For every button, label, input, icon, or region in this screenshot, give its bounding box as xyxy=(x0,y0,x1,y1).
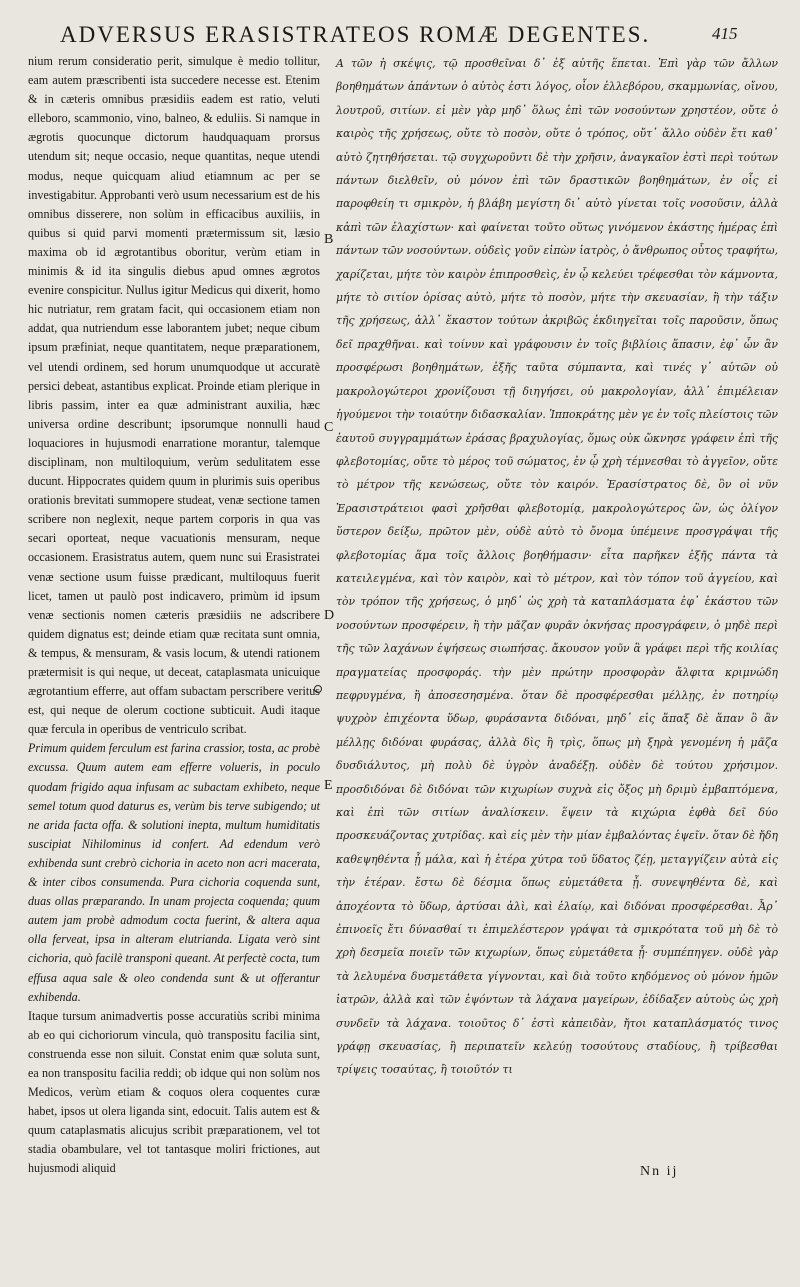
margin-letter-d: D xyxy=(324,608,335,623)
latin-column xyxy=(28,52,320,1179)
margin-ornament-icon xyxy=(314,685,322,693)
signature-mark: Nn ij xyxy=(640,1164,679,1179)
margin-letter-b: B xyxy=(324,232,334,247)
margin-letter-c: C xyxy=(324,420,334,435)
greek-body-text: Α τῶν ἡ σκέψις, τῷ προσθεῖναι δ᾽ ἐξ αὐτῆς ἕπεται. Ἐπὶ γὰρ τῶν ἄλλων βοηθημάτων ἁπάντων ὁ αὐτὸς ἐστι λόγος, οἷον ἐλλεβόρου, σκαμμωνίας, οἴνου, λουτροῦ, σιτίων. εἰ μὲν γὰρ μηδ᾽ ὅλως ἐπὶ τῶν νοσούντων χρηστέον, οὔτε ὁ καιρὸς τῆς χρήσεως, οὔτε τὸ ποσὸν, οὔτε ὁ τρόπος, οὔτ᾽ ἄλλο οὐδὲν ἔτι καθ᾽ αὑτὸ ζητηθήσεται. τῷ συγχωροῦντι δὲ τὴν χρῆσιν, ἀναγκαῖον ἐστὶ περὶ τούτων πάντων διελθεῖν, οὐ μόνον ἐπὶ τῶν δραστικῶν βοηθημάτων, ἐν οἷς εἰ παροφθείη τι σμικρὸν, ἡ βλάβη μεγίστη δι᾽ αὐτὸ γίνεται τοῖς νοσοῦσιν, ἀλλὰ κἀπὶ τῶν ἐλαχίστων· καὶ φαίνεται τοῦτο οὕτως γινόμενον ἑκάστης ἡμέρας ἐπὶ πάντων τῶν νοσούντων. οὐδεὶς γοῦν εἰπὼν ἰατρὸς, ὁ ἄνθρωπος οὗτος τραφήτω, χαρίζεται, μήτε τὸν καιρὸν ἐπιπροσθεὶς, ἐν ᾧ κελεύει τρέφεσθαι τὸν κάμνοντα, μήτε τὸ σιτίον ὁρίσας αὐτὸ, μήτε τὸ ποσὸν, μήτε τὴν σκευασίαν, ἢ τὴν τάξιν τῆς χρήσεως, ἀλλ᾽ ἕκαστον τούτων ἀκριβῶς ἐκδιηγεῖται τοῖς παροῦσιν, ὅπως δεῖ πραχθῆναι. καὶ τοίνυν καὶ γράφουσιν ἐν τοῖς βιβλίοις ἅπασιν, ἐφ᾽ ὧν ἂν προσφέρωσι βοηθημάτων, ἐξῆς ταῦτα σύμπαντα, καὶ τινές γ᾽ αὐτῶν οὐ μακρολογώτεροι χρονίζουσι τῇ διηγήσει, οὐ μακρολογίαν, ἀλλ᾽ ἐπιμέλειαν ἡγούμενοι τὴν τοιαύτην διδασκαλίαν. Ἱπποκράτης μὲν γε ἐν τοῖς πλείστοις τῶν ἑαυτοῦ συγγραμμάτων ἐράσας βραχυλογίας, ὅμως οὐκ ὤκνησε γράφειν ἐπὶ τῆς φλεβοτομίας, οὔτε τὸ μέρος τοῦ σώματος, ἐν ᾧ χρὴ τέμνεσθαι τὸ ἀγγεῖον, οὔτε τὸ μέτρον τῆς κενώσεως, οὔτε τὸν καιρόν. Ἐρασίστρατος δὲ, ὃν οἱ νῦν Ἐρασιστράτειοι φασὶ χρῆσθαι φλεβοτομίᾳ, μακρολογώτερος ὢν, ὡς ὀλίγον ὕστερον δείξω, πρῶτον μὲν, οὐδὲ αὐτὸ τὸ ὄνομα ὑπέμεινε προσγράψαι τῆς φλεβοτομίας ἅμα τοῖς ἄλλοις βοηθήμασιν· εἶτα παρῆκεν ἐξῆς πάντα τὰ κατειλεγμένα, καὶ τὸν καιρὸν, καὶ τὸ μέτρον, καὶ τὸν τόπον τοῦ ἀγγείου, καὶ τὸν τρόπον τῆς χρήσεως, ὁ μηδ᾽ ὡς χρὴ τὰ καταπλάσματα ἐφ᾽ ἑκάστου τῶν νοσούντων προσφέρειν, ἢ τὴν μᾶζαν φυρᾶν ὀκνήσας προσγράφειν, ὁ μηδὲ περὶ τῆς τῶν λαχάνων ἑψήσεως σιωπήσας. ἄκουσον γοῦν ἃ γράφει περὶ τῆς κοιλίας πραγματείας προσφοράς. τὴν μὲν πρώτην προσφορὰν ἄλφιτα κριμνώδη πεφρυγμένα, ἢ ἀποσεσησμένα. ὅταν δὲ προσφέρεσθαι μέλλῃς, ἐν ποτηρίῳ ψυχρὸν ἐπιχέοντα ὕδωρ, φυράσαντα διδόναι, μηδ᾽ εἰς ἅπαξ δὲ ἅπαν ὃ ἂν μέλλῃς διδόναι φυράσας, ἀλλὰ δὶς ἢ τρὶς, ὅπως μὴ ξηρὰ γενομένη ἡ μᾶζα δυσδιάλυτος, μὴ πολὺ δὲ ὑγρὸν ἀναδέξῃ. οὐδὲν δὲ τούτου χρήσιμον. προσδιδόναι δὲ διδόναι τῶν κιχωρίων συχνὰ εἰς ὄξος μὴ δριμὺ ἐμβαπτόμενα, καὶ ἐπὶ τῶν σιτίων ἀναλίσκειν. ἕψειν τὰ κιχώρια ἑφθὰ δεῖ δύο προσκευάζοντας χυτρίδας. καὶ εἰς μὲν τὴν μίαν ἐμβαλόντας ἑψεῖν. ὅταν δὲ ἤδη καθεψηθέντα ᾖ μάλα, καὶ ἡ ἑτέρα χύτρα τοῦ ὕδατος ζέῃ, μεταγγίζειν αὐτὰ εἰς τὴν ἑτέραν. ἔστω δὲ δέσμια ὅπως εὐμετάθετα ᾖ. συνεψηθέντα δὲ, καὶ ἀποχέοντα τὸ ὕδωρ, ἀρτύσαι ἁλὶ, καὶ ἐλαίῳ, καὶ διδόναι προσφέρεσθαι. Ἆρ᾽ ἐπινοεῖς ἔτι δύνασθαί τι ἐπιμελέστερον γράψαι τὰ σμικρότατα τοῦ μὴ δὲ τὸ χρὴ δεσμεῖα ποιεῖν τῶν κιχωρίων, ὅπως εὐμετάθετα ᾖ· συμπέπηγεν. οὐδὲ γὰρ τὰ λελυμένα δυσμετάθετα γίγνονται, καὶ διὰ τοῦτο κηδόμενος οὐ μόνον ἡμῶν ἰατρῶν, ἀλλὰ καὶ τῶν ἑψόντων τὰ λάχανα μαγείρων, ἐδίδαξεν αὐτοὺς ὡς χρὴ συνδεῖν τὰ λάχανα. τοιοῦτος δ᾽ ἐστὶ κἀπειδὰν, ἤτοι καταπλάσματός τινος γράφῃ σκευασίας, ἢ περιπατεῖν κελεύῃ τοσούτους σταδίους, ἢ τρίβεσθαι τρίψεις τοσαύτας, ἢ τοιοῦτόν τι xyxy=(336,57,778,1077)
latin-body-text: nium rerum consideratio perit, simulque è medio tollitur, eam autem præscribenti ista succedere necesse est. Etenim & in cæteris omnibus præsidiis eadem est ratio, veluti elleboro, scammonio, vino, balneo, & eduliis. Si namque in ægrotis quocunque dictorum haudquaquam prorsus utendum sit; neque occasio, neque quantitas, neque utendi modus, neque quicquam aliud etiamnum ac per se investigabitur. Approbanti verò usum necessarium est de his omnibus disserere, non solùm in efficacibus auxiliis, in quibus si quid parvi momenti prætermissum sit, læsio maxima ob id ægrotantibus oboritur, verùm etiam in minimis & id ita singulis diebus apud omnes ægrotos evenire conspicitur. Nullus igitur Medicus qui dixerit, homo hic nutriatur, rem gratam facit, qui occasionem etiam non addat, qua nutriendum esse laborantem jubet; neque cibum ipsum præfiniat, neque quantitatem, neque præparationem, vel utendi ordinem, sed horum unumquodque ut accuratè persici debeat, astantibus explicat. Proinde etiam plerique in libris passim, inter ea quæ administrant auxilia, hæc universa ordine describunt; ipsorumque nonnulli haud loquaciores in hujusmodi enarratione morantur, talemque disciplinam, non multiloquium, verùm sedulitatem esse ducunt. Hippocrates quidem quum in plurimis suis operibus orationis brevitati summopere studeat, venæ sectione tamen scribere non neglexit, neque partem corporis in qua vas secari oporteat, neque vacuationis mensuram, neque occasionem. Erasistratus autem, quem nunc sui Erasistratei venæ sectione usum fuisse prædicant, multiloquus fuerit licet, tamen ut paulò post indicavero, primùm id ipsum venæ sectionis nomen cæteris præsidiis ne adscribere quidem dignatus est; deinde etiam quæ recitata sunt omnia, & tempus, & mensuram, & vasis locum, & utendi rationem prætermisit is qui neque, ut deceat, cataplasmata unicuique ægrotantium efferre, aut offam subactam perscribere veritus est, qui neque de olerum coctione subticuit. Audi itaque quæ fercula in operibus de ventriculo scribat. xyxy=(28,54,320,737)
page-number: 415 xyxy=(712,24,738,43)
running-title: ADVERSUS ERASISTRATEOS ROMÆ DEGENTES. xyxy=(60,22,651,47)
latin-tail-text: Itaque tursum animadvertis posse accuratiùs scribi minima ab eo qui cichoriorum vincula, quò transpositu facilia sint, construenda esse non siluit. Constat enim quæ soluta sunt, ea non transpositu facilia reddi; ob idque qui non solùm nos Medicos, verùm etiam & coquos olera coquentes curæ habet, ipsos ut olera liganda sint, edocuit. Talis autem est & quum cataplasmatis alicujus scribit præparationem, vel tot stadia obambulare, vel tot tantasque moliri frictiones, aut hujusmodi aliquid xyxy=(28,1008,320,1176)
latin-quote-text: Primum quidem ferculum est farina crassior, tosta, ac probè excussa. Quum autem eam efferre volueris, in poculo quodam frigido aqua infusam ac subactam exhibeto, neque semel totum quod daturus es, verùm bis terve subigendo; ut ne arida facta offa. & solutioni inepta, multum humiditatis suscipiat Nihilominus id confert. Ad edendum verò exhibenda sunt crebrò cichoria in aceto non acri macerata, & inter cibos consumenda. Pura cichoria coquenda sunt, duas ollas præparando. In unam projecta coquenda; quum autem jam probè admodum cocta fuerint, & altera aqua olla ferveat, ipsa in alteram elutrianda. Ligata verò sint cichoria, quò facilè transponi queant. At perfectè cocta, tum effusa aqua sale & oleo condenda sunt & ut offerantur exhibenda. xyxy=(28,741,320,1004)
margin-letter-e: E xyxy=(324,778,333,793)
greek-column xyxy=(336,52,778,1082)
